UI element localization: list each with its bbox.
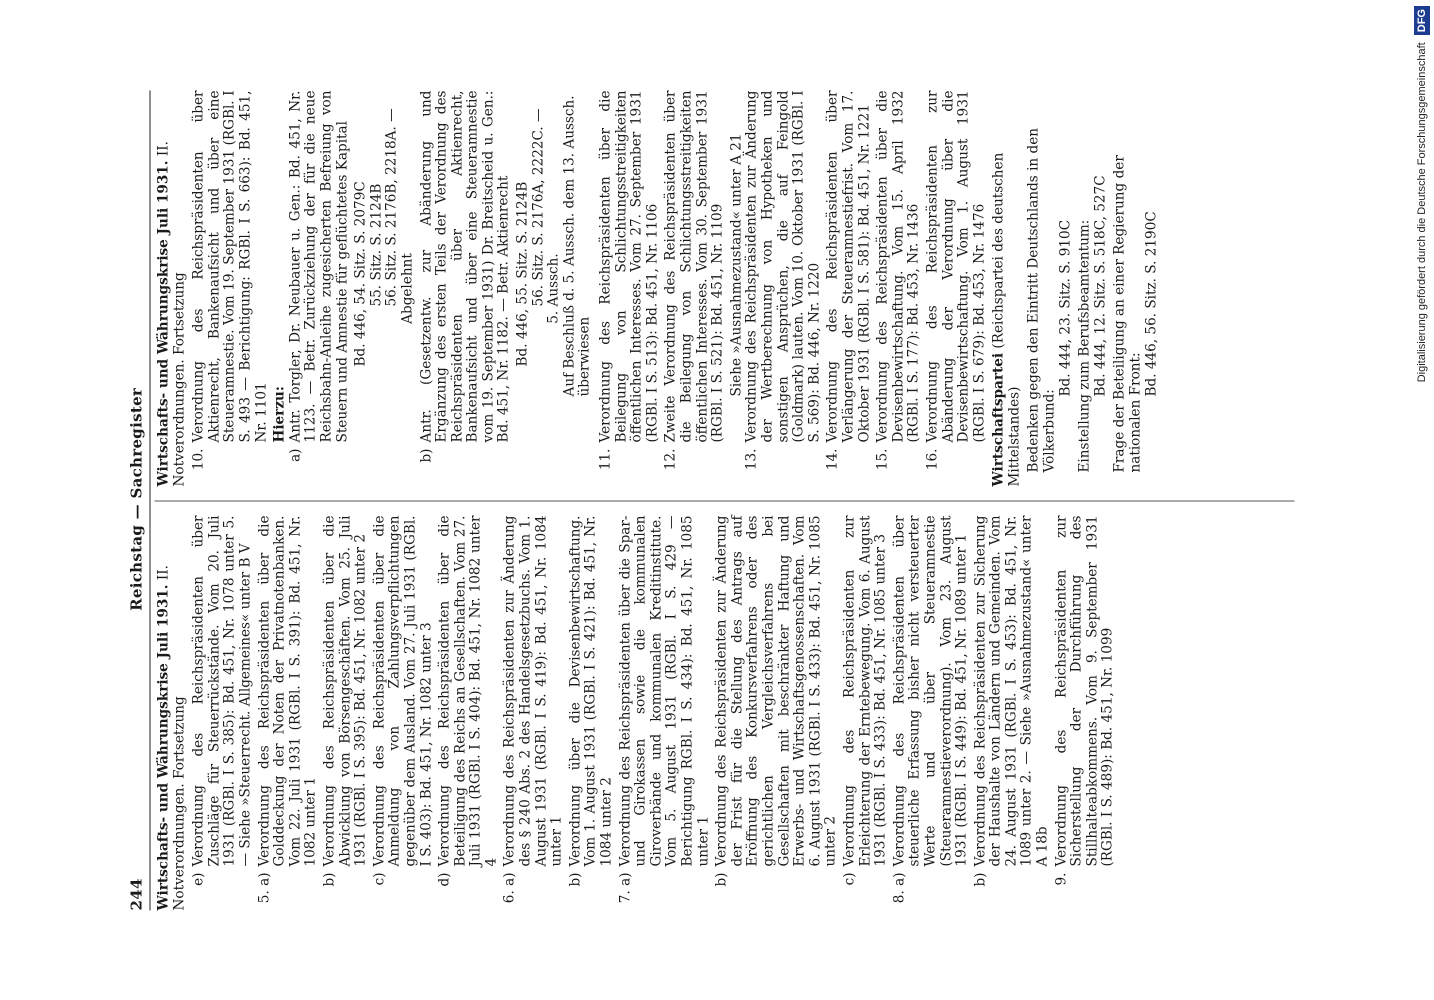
entry-label: b) <box>321 872 338 887</box>
left-column <box>155 501 1295 911</box>
entry-label: e) <box>190 872 207 886</box>
entry-label: 16. <box>924 448 941 471</box>
entry-text: Verordnung des Reichspräsidenten über Aktienrecht, Bankenaufsicht und über eine Steueramnestie. Vom 19. September 1931 (RGBl. I S. 493 — Berichtigung: RGBl. I S. 663): Bd. 451, Nr. 1101 <box>190 90 270 443</box>
list-item <box>1078 91 1109 487</box>
right-heading: Wirtschafts- und Währungskrise Juli 1931. <box>155 160 172 487</box>
entry-text: Verordnung des Reichspräsidenten über die Devisenbewirtschaftung. Vom 15. April 1932 (RGBl. I S. 177): Bd. 453, Nr. 1436 <box>874 90 922 443</box>
entry-label: c) <box>841 872 858 886</box>
entry-text: Verordnung des Reichspräsidenten über steuerliche Erfassung bisher nicht versteuerter Werte und über Steueramnestie (Steueramnestieverordnung). Vom 23. August 1931 (RGBl. I S. 449): Bd. 451, Nr. 1089 unter 1 <box>891 515 970 867</box>
topic-text: Einstellung zum Berufsbeamtentum: <box>1076 219 1093 473</box>
page-header <box>128 91 151 911</box>
list-item <box>664 91 726 487</box>
session-ref: Bd. 446, 54. Sitz. S. 2079C <box>352 181 369 367</box>
entry-label: 9. <box>1053 872 1070 886</box>
list-item <box>419 91 513 487</box>
entry-text: Verordnung des Reichspräsidenten über die Anmeldung von Zahlungsverpflichtungen gegenüber dem Ausland. Vom 27. Juli 1931 (RGBl. I S. 403): Bd. 451, Nr. 1082 unter 3 <box>371 515 434 867</box>
list-item <box>1054 516 1116 911</box>
dfg-logo: DFG <box>1414 6 1430 35</box>
funding-sidebar <box>1414 6 1430 996</box>
see-also-note: Siehe »Ausnahmezustand« unter A 21 <box>728 133 745 397</box>
list-item <box>192 91 270 487</box>
list-item <box>842 516 889 911</box>
entry-text: Antr. (Gesetzentw. zur Abänderung und Ergänzung des ersten Teils der Verordnung des Reichspräsidenten über Aktienrecht, Bankenaufsicht und über eine Steueramnestie vom 19. September 1931) Dr. Breitscheid u. Gen.: Bd. 451, Nr. 1182. — Betr. Aktienrecht <box>418 90 512 443</box>
list-item <box>568 516 615 911</box>
topic-text: Frage der Beteiligung an einer Regierung der nationalen Front: <box>1111 155 1144 473</box>
hierzu-label: Hierzu: <box>271 386 288 443</box>
session-ref: Bd. 444, 12. Sitz. S. 518C, 527C <box>1092 175 1109 397</box>
entry-label: 6. a) <box>501 872 518 904</box>
entry-text: Verordnung des Reichspräsidenten über Zuschläge für Steuerrückstände. Vom 20. Juli 1931 (RGBl. I S. 385): Bd. 451, Nr. 1078 unter 5. — Siehe »Steuerrecht. Allgemeines« unter B V <box>190 515 254 867</box>
right-entry-list-2 <box>745 91 988 487</box>
list-item <box>876 91 923 487</box>
document-page <box>110 61 1325 941</box>
list-item <box>257 516 319 911</box>
list-item <box>503 516 565 911</box>
entry-label: a) <box>287 448 304 462</box>
left-heading-block <box>157 516 188 911</box>
wirtschaftspartei-items <box>1027 91 1160 487</box>
running-head: Reichstag — Sachregister <box>127 387 146 611</box>
list-item <box>372 516 434 911</box>
entry-label: 15. <box>874 448 891 471</box>
entry-text: Verordnung des Reichspräsidenten über Verlängerung der Steueramnestiefrist. Vom 17. Oktober 1931 (RGBl. I S. 581): Bd. 451, Nr. 1221 <box>824 90 873 443</box>
right-entry-list <box>599 91 727 487</box>
entry-text: Verordnung des Reichspräsidenten zur Sicherung der Haushalte von Ländern und Gemeinden. Vom 24. August 1931 (RGBl. I S. 453): Bd. 451, Nr. 1089 unter 2. — Siehe »Ausnahmezustand« unter A 18b <box>972 515 1051 867</box>
entry-label: b) <box>972 872 989 887</box>
entry-label: 7. a) <box>617 872 634 904</box>
list-item <box>438 516 500 911</box>
entry-text: Verordnung des Reichspräsidenten über die Beteiligung des Reichs an Gesellschaften. Vom 27. Juli 1931 (RGBl. I S. 404): Bd. 451, Nr. 1082 unter 4 <box>436 515 500 867</box>
entry-text: Verordnung des Reichspräsidenten zur Änderung der Frist für die Stellung des Antrags auf Eröffnung des Konkursverfahrens oder des gerichtlichen Vergleichsverfahrens bei Gesellschaften mit beschränkter Haftung und Erwerbs- und Wirtschaftsgenossenschaften. Vom 6. August 1931 (RGBl. I S. 433): Bd. 451, Nr. 1085 unter 2 <box>713 515 839 867</box>
referral-note: Auf Beschluß d. 5. Aussch. dem 13. Aussch. überwiesen <box>561 95 593 397</box>
entry-text: Verordnung des Reichspräsidenten zur Sicherstellung der Durchführung des Stillhalteabkommens. Vom 9. September 1931 (RGBl. I S. 489): Bd. 451, Nr. 1099 <box>1053 515 1116 867</box>
entry-label: 11. <box>597 448 614 471</box>
left-entry-list <box>192 516 1117 911</box>
entry-label: 14. <box>824 448 841 471</box>
list-item <box>322 516 369 911</box>
entry-text: Antr. Torgler, Dr. Neubauer u. Gen.: Bd. 451, Nr. 1123. — Betr. Zurückziehung der für die neue Reichsbahn-Anleihe zugesicherten Befreiung von Steuern und Amnestie für geflüchtetes Kapital <box>287 90 351 443</box>
page-number: 244 <box>127 878 146 911</box>
left-heading-cont: II. Notverordnungen. Fortsetzung <box>155 565 188 911</box>
wirtschaftspartei-heading: Wirtschaftspartei <box>990 352 1007 487</box>
list-item <box>192 516 254 911</box>
list-item <box>745 91 823 487</box>
entry-text: Verordnung über die Devisenbewirtschaftung. Vom 1. August 1931 (RGBl. I S. 421): Bd. 451, Nr. 1084 unter 2 <box>567 515 615 867</box>
list-item <box>618 516 712 911</box>
entry-label: c) <box>371 872 388 886</box>
session-ref: Bd. 444, 23. Sitz. S. 910C <box>1057 219 1074 397</box>
session-ref: 56. Sitz. S. 2176B, 2218A. — <box>383 108 400 307</box>
list-item <box>715 516 840 911</box>
funding-text: Digitalisierung gefördert durch die Deutsche Forschungsgemeinschaft <box>1416 42 1428 383</box>
entry-label: 10. <box>190 448 207 471</box>
entry-label: b) <box>567 872 584 887</box>
entry-text: Verordnung des Reichspräsidenten zur Erleichterung der Erntebewegung. Vom 6. August 1931 (RGBl. I S. 433): Bd. 451, Nr. 1085 unter 3 <box>841 515 889 867</box>
entry-text: Verordnung des Reichspräsidenten zur Änderung des § 240 Abs. 2 des Handelsgesetzbuchs. Vom 1. August 1931 (RGBl. I S. 419): Bd. 451, Nr. 1084 unter 1 <box>501 515 565 867</box>
session-refs-b <box>516 91 563 487</box>
left-heading: Wirtschafts- und Währungskrise Juli 1931. <box>155 584 172 911</box>
entry-label: 12. <box>662 448 679 471</box>
list-item <box>1113 91 1160 487</box>
topic-text: Bedenken gegen den Eintritt Deutschlands in den Völkerbund: <box>1025 127 1058 473</box>
entry-text: Verordnung des Reichspräsidenten zur Abänderung der Verordnung über die Devisenbewirtschaftung. Vom 1. August 1931 (RGBl. I S. 679): Bd. 453, Nr. 1476 <box>924 90 988 443</box>
list-item <box>826 91 873 487</box>
entry-text: Verordnung des Reichspräsidenten über die Beilegung von Schlichtungsstreitigkeiten öffentlichen Interesses. Vom 27. September 1931 (RGBl. I S. 513): Bd. 451, Nr. 1106 <box>597 90 661 443</box>
list-item <box>599 91 661 487</box>
entry-text: Verordnung des Reichspräsidenten über die Abwicklung von Börsengeschäften. Vom 25. Juli 1931 (RGBl. I S. 395): Bd. 451, Nr. 1082 unter 2 <box>321 515 369 867</box>
list-item <box>892 516 970 911</box>
list-item <box>973 516 1051 911</box>
entry-label: b) <box>713 872 730 887</box>
entry-label: 5. a) <box>256 872 273 904</box>
list-item <box>288 91 350 487</box>
session-ref: 5. Aussch. <box>545 253 562 324</box>
list-item <box>1027 91 1074 487</box>
entry-text: Verordnung des Reichspräsidenten über die Spar- und Girokassen sowie die kommunalen Giroverbände und kommunalen Kreditinstitute. Vom 5. August 1931 (RGBl. I S. 429 — Berichtigung RGBl. I S. 434): Bd. 451, Nr. 1085 unter 1 <box>617 515 712 867</box>
session-ref: Abgelehnt <box>399 253 416 324</box>
session-ref: Bd. 446, 56. Sitz. S. 2190C <box>1143 211 1160 397</box>
wirtschaftspartei-heading-block <box>992 91 1023 487</box>
list-item <box>925 91 987 487</box>
session-refs-a <box>354 91 416 487</box>
right-heading-block <box>157 91 188 487</box>
entry-label: 8. a) <box>891 872 908 904</box>
funding-note <box>1414 6 1430 996</box>
right-heading-cont: II. Notverordnungen. Fortsetzung <box>155 141 188 487</box>
entry-label: 13. <box>743 448 760 471</box>
entry-label: b) <box>418 448 434 463</box>
session-ref: 56. Sitz. S. 2176A, 2222C. — <box>530 108 547 307</box>
two-columns <box>155 91 1295 911</box>
entry-text: Zweite Verordnung des Reichspräsidenten über die Beilegung von Schlichtungsstreitigkeiten öffentlichen Interesses. Vom 30. September 1931 (RGBl. I S. 521): Bd. 451, Nr. 1109 <box>662 90 726 443</box>
session-ref: 55. Sitz. S. 2124B <box>368 183 385 307</box>
entry-text: Verordnung des Reichspräsidenten zur Änderung der Wertberechnung von Hypotheken und sonstigen Ansprüchen, die auf Feingold (Goldmark) lauten. Vom 10. Oktober 1931 (RGBl. I S. 569): Bd. 446, Nr. 1220 <box>743 90 823 443</box>
entry-text: Verordnung des Reichspräsidenten über die Golddeckung der Noten der Privatnotenbanken. Vom 22. Juli 1931 (RGBl. I S. 391): Bd. 451, Nr. 1082 unter 1 <box>256 515 319 867</box>
right-column <box>155 91 1295 501</box>
wirtschaftspartei-heading-cont: (Reichspartei des deutschen Mittelstandes) <box>990 152 1023 487</box>
session-ref: Bd. 446, 55. Sitz. S. 2124B <box>514 181 531 367</box>
entry-label: d) <box>436 872 453 887</box>
